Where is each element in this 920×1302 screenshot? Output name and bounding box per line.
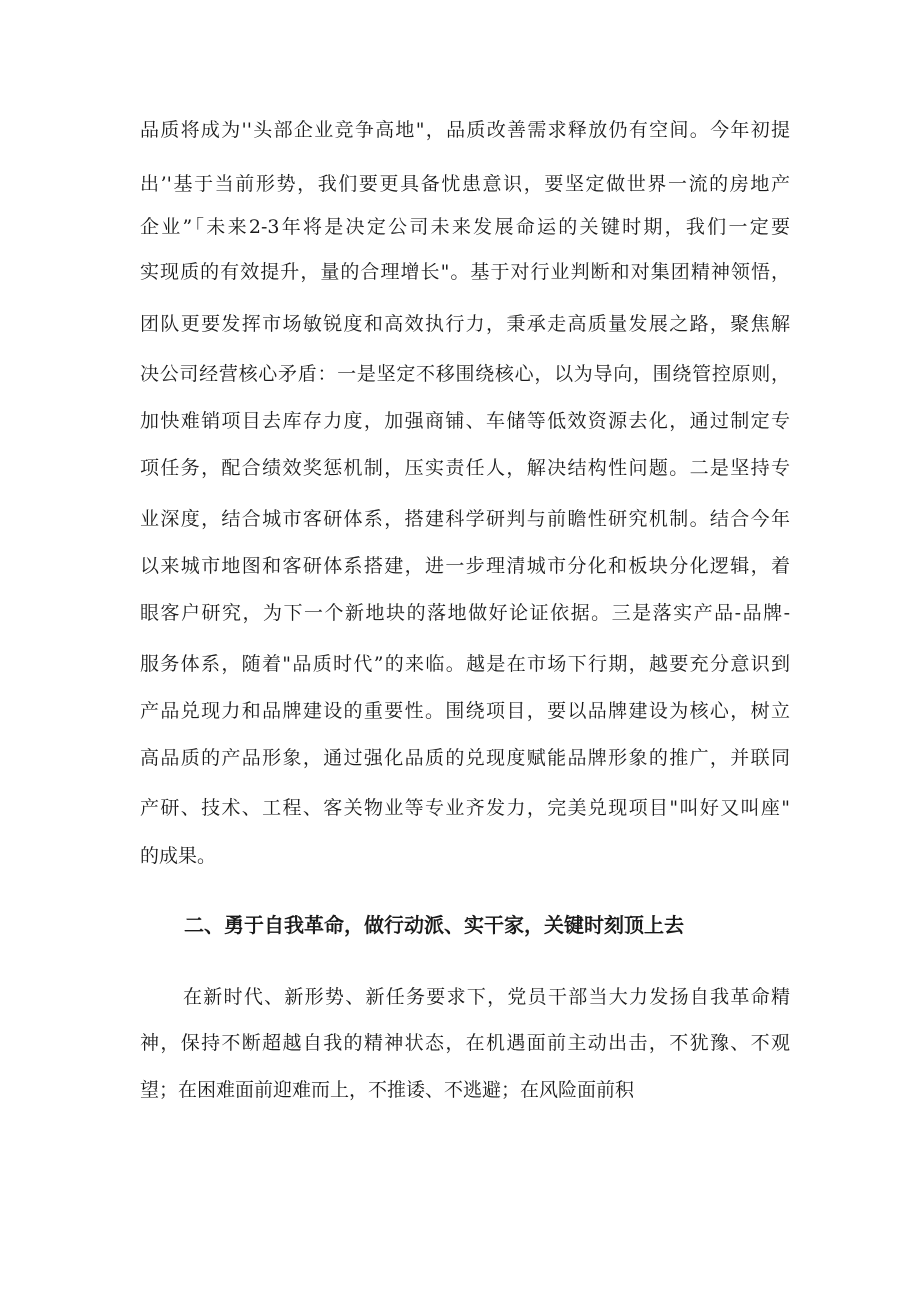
paragraph-1-line-15: 产研、技术、工程、客关物业等专业齐发力，完美兑现项目"叫好又叫座": [140, 797, 790, 819]
paragraph-1-line-10: 以来城市地图和客研体系搭建，进一步理清城市分化和板块分化逻辑，着: [140, 555, 790, 577]
paragraph-1-line-16: 的成果。: [140, 845, 217, 867]
paragraph-1-line-5: 团队更要发挥市场敏锐度和高效执行力，秉承走高质量发展之路，聚焦解: [140, 313, 790, 335]
paragraph-1-line-1: 品质将成为''头部企业竞争高地"，品质改善需求释放仍有空间。今年初提: [140, 119, 790, 141]
paragraph-2-line-3: 望；在困难面前迎难而上，不推诿、不逃避；在风险面前积: [140, 1079, 635, 1101]
paragraph-1-line-2: 出’'基于当前形势，我们要更具备忧患意识，要坚定做世界一流的房地产: [140, 173, 790, 195]
paragraph-1-line-8: 项任务，配合绩效奖惩机制，压实责任人，解决结构性问题。二是坚持专: [140, 457, 790, 479]
paragraph-1-line-6: 决公司经营核心矛盾：一是坚定不移围绕核心，以为导向，围绕管控原则，: [140, 363, 790, 385]
paragraph-1-line-13: 产品兑现力和品牌建设的重要性。围绕项目，要以品牌建设为核心，树立: [140, 700, 790, 722]
paragraph-2-line-1: 在新时代、新形势、新任务要求下，党员干部当大力发扬自我革命精: [183, 986, 790, 1008]
paragraph-1-line-12: 服务体系，随着"品质时代”的来临。越是在市场下行期，越要充分意识到: [140, 653, 790, 675]
paragraph-2-line-2: 神，保持不断超越自我的精神状态，在机遇面前主动出击，不犹豫、不观: [140, 1032, 790, 1054]
paragraph-1-line-11: 眼客户研究，为下一个新地块的落地做好论证依据。三是落实产品-品牌-: [140, 602, 790, 624]
paragraph-1-line-14: 高品质的产品形象，通过强化品质的兑现度赋能品牌形象的推广，并联同: [140, 747, 790, 769]
paragraph-1-line-3: 企业”「未来2-3年将是决定公司未来发展命运的关键时期，我们一定要: [140, 216, 790, 238]
paragraph-1-line-4: 实现质的有效提升，量的合理增长"。基于对行业判断和对集团精神领悟，: [140, 261, 790, 283]
section-heading: 二、勇于自我革命，做行动派、实干家，关键时刻顶上去: [184, 913, 684, 937]
paragraph-1-line-7: 加快难销项目去库存力度，加强商铺、车储等低效资源去化，通过制定专: [140, 410, 790, 432]
paragraph-1-line-9: 业深度，结合城市客研体系，搭建科学研判与前瞻性研究机制。结合今年: [140, 508, 790, 530]
